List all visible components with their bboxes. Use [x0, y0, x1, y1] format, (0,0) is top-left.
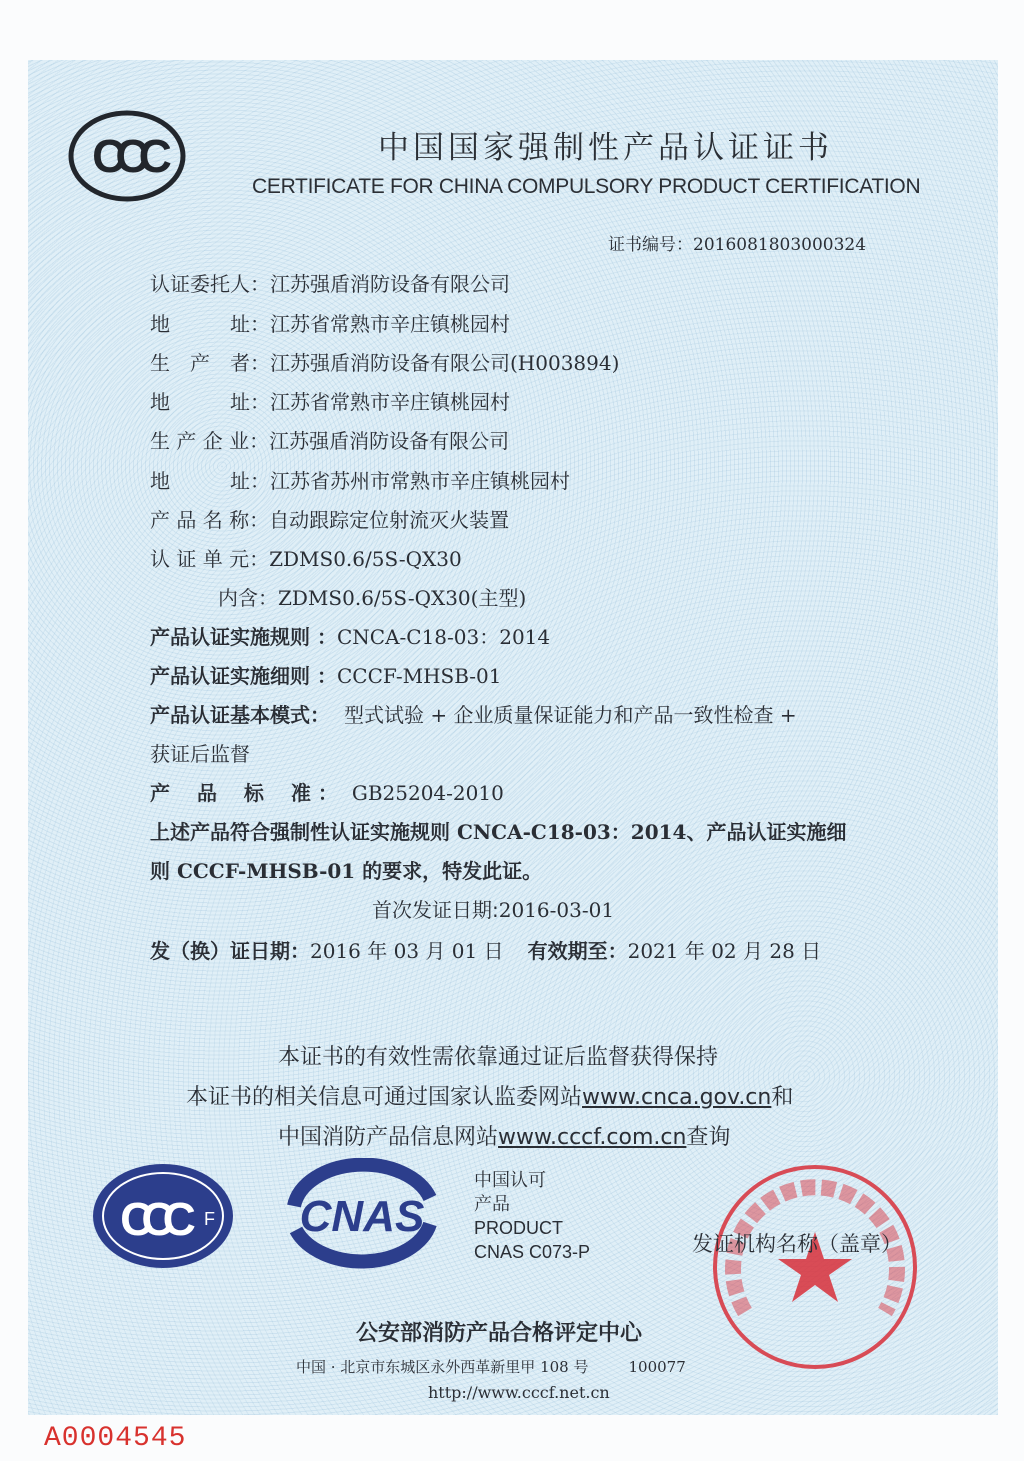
- date-value: 2016-03-01: [498, 898, 615, 922]
- notice-text: 中国消防产品信息网站: [278, 1125, 499, 1150]
- cnas-line: 中国认可: [474, 1170, 546, 1190]
- cnas-line: PRODUCT: [474, 1218, 563, 1238]
- field-label: 生 产 企 业：: [150, 429, 270, 453]
- field-value: 型式试验 + 企业质量保证能力和产品一致性检查 +: [344, 703, 797, 727]
- field-value: 江苏强盾消防设备有限公司(H003894): [270, 351, 620, 375]
- certificate-number: [608, 230, 866, 255]
- field-value: 江苏省常熟市辛庄镇桃园村: [270, 312, 510, 336]
- field-label: 地 址：: [150, 312, 270, 336]
- title-english: CERTIFICATE FOR CHINA COMPULSORY PRODUCT CERTIFICATION: [252, 175, 921, 198]
- address-text: 中国 · 北京市东城区永外西革新里甲 108 号: [296, 1358, 589, 1376]
- field-value: 江苏省常熟市辛庄镇桃园村: [270, 390, 510, 414]
- field-label: 内含：: [218, 586, 278, 610]
- field-label: 产 品 标 准 ：: [150, 781, 338, 805]
- field-product-name: [150, 506, 509, 534]
- field-label: 产品认证实施规则 ：: [150, 625, 337, 649]
- cert-no-label: 证书编号：: [608, 235, 693, 255]
- official-red-stamp: [710, 1162, 920, 1372]
- field-value: 江苏强盾消防设备有限公司: [269, 429, 510, 453]
- field-label: 地 址：: [150, 469, 270, 493]
- issue-validity-dates: [150, 937, 821, 965]
- field-rules: [150, 623, 550, 651]
- field-manufacturer: [150, 349, 619, 377]
- statement-line-2: 则 CCCF-MHSB-01 的要求，特发此证。: [150, 859, 543, 883]
- ccc-logo: [68, 110, 186, 202]
- field-label: 地 址：: [150, 390, 270, 414]
- field-factory: [150, 427, 509, 455]
- cnas-logo: [284, 1158, 440, 1270]
- svg-text:CCC: CCC: [120, 1193, 184, 1245]
- valid-until-value: 2021 年 02 月 28 日: [627, 939, 822, 963]
- field-label: 产品认证实施细则 ：: [150, 664, 337, 688]
- field-label: 认 证 单 元：: [150, 547, 270, 571]
- notice-line-3: [278, 1120, 730, 1151]
- notice-text: 本证书的相关信息可通过国家认监委网站: [186, 1085, 583, 1110]
- title-chinese: 中国国家强制性产品认证证书: [378, 130, 833, 166]
- field-address-3: [150, 467, 570, 495]
- statement-line-1: 上述产品符合强制性认证实施规则 CNCA-C18-03：2014、产品认证实施细: [150, 820, 847, 844]
- svg-text:F: F: [204, 1209, 215, 1229]
- organization-url[interactable]: http://www.cccf.net.cn: [428, 1383, 610, 1402]
- field-value: ZDMS0.6/5S-QX30(主型): [278, 586, 527, 610]
- first-issue-date: [372, 896, 614, 924]
- organization-address: [296, 1356, 686, 1377]
- field-mode-cont: [150, 740, 250, 768]
- valid-until-label: 有效期至：: [527, 939, 628, 963]
- notice-line-1: 本证书的有效性需依靠通过证后监督获得保持: [278, 1045, 719, 1070]
- cnas-line: 产品: [474, 1194, 510, 1214]
- serial-number: A0004545: [44, 1423, 187, 1454]
- field-address-2: [150, 388, 510, 416]
- notice-line-2: [186, 1080, 793, 1111]
- notice-text: 查询: [686, 1125, 731, 1150]
- svg-text:CNAS: CNAS: [299, 1192, 425, 1241]
- field-mode: [150, 701, 797, 729]
- field-label: 生 产 者：: [150, 351, 270, 375]
- issue-date-label: 发（换）证日期：: [150, 939, 310, 963]
- field-unit: [150, 545, 462, 573]
- cnas-accreditation-text: [474, 1168, 590, 1264]
- field-value: CNCA-C18-03：2014: [336, 625, 551, 649]
- field-value: CCCF-MHSB-01: [336, 664, 502, 688]
- field-value: 江苏省苏州市常熟市辛庄镇桃园村: [270, 469, 570, 493]
- cccf-logo: [92, 1163, 234, 1269]
- field-label: 产 品 名 称：: [150, 508, 270, 532]
- svg-text:CCC: CCC: [92, 130, 162, 182]
- field-standard: [150, 779, 504, 807]
- cert-no-value: 2016081803000324: [693, 235, 867, 255]
- field-value: 自动跟踪定位射流灭火装置: [269, 508, 510, 532]
- issuer-label: 发证机构名称（盖章）: [692, 1232, 902, 1256]
- postcode: 100077: [628, 1358, 686, 1376]
- field-value: GB25204-2010: [351, 781, 504, 805]
- field-address-1: [150, 310, 510, 338]
- field-label: 认证委托人：: [150, 272, 270, 296]
- field-value: 江苏强盾消防设备有限公司: [270, 272, 510, 296]
- cnca-link[interactable]: www.cnca.gov.cn: [582, 1085, 772, 1110]
- field-value: 获证后监督: [150, 742, 250, 766]
- cnas-line: CNAS C073-P: [474, 1242, 591, 1262]
- field-label: 产品认证基本模式：: [150, 703, 330, 727]
- field-applicant: [150, 270, 510, 298]
- issue-date-value: 2016 年 03 月 01 日: [310, 939, 504, 963]
- cccf-link[interactable]: www.cccf.com.cn: [498, 1125, 687, 1150]
- issuing-organization: 公安部消防产品合格评定中心: [356, 1321, 643, 1346]
- field-includes: [218, 584, 526, 612]
- date-label: 首次发证日期:: [372, 898, 499, 922]
- field-value: ZDMS0.6/5S-QX30: [269, 547, 462, 571]
- notice-text: 和: [771, 1085, 794, 1110]
- field-detailed-rules: [150, 662, 502, 690]
